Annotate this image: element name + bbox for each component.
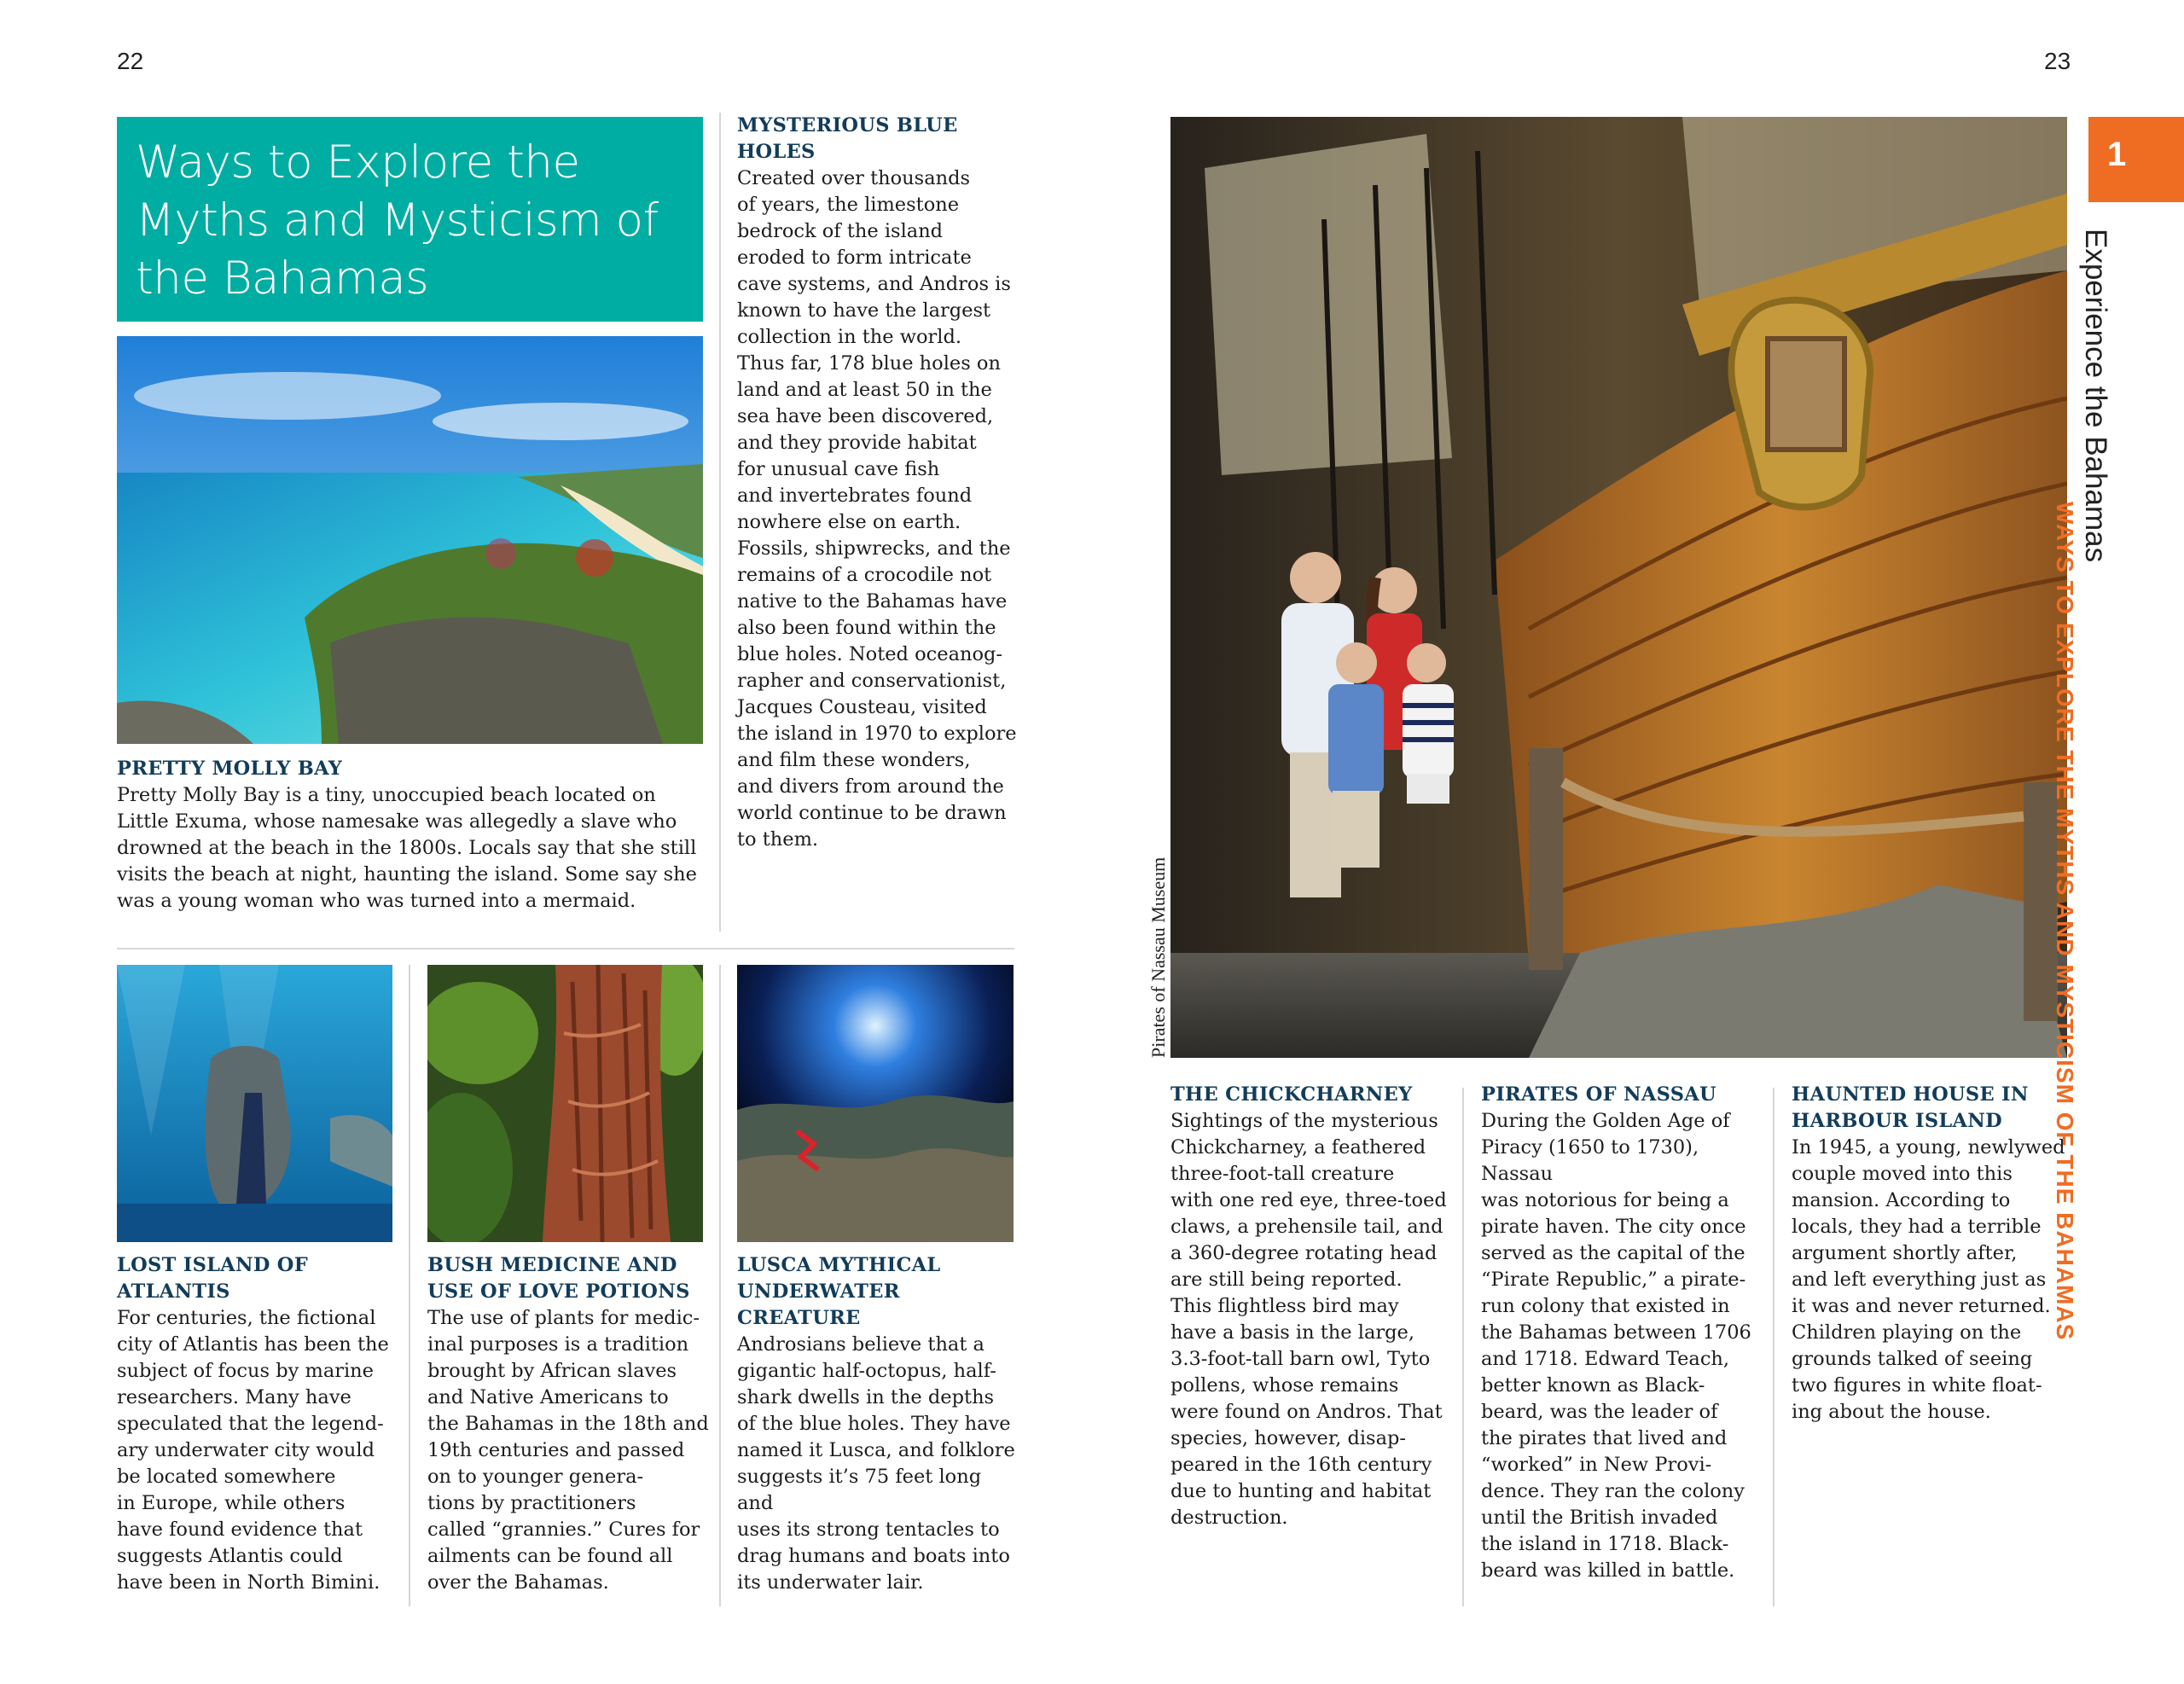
body-line: ary underwater city would <box>117 1439 375 1461</box>
body-line: suggests it’s 75 feet long and <box>737 1466 982 1514</box>
body-line: 19th centuries and passed <box>427 1439 685 1461</box>
atlantis-section <box>117 1252 398 1596</box>
body-line: pollens, whose remains <box>1170 1374 1399 1397</box>
body-line: named it Lusca, and folklore <box>737 1439 1015 1461</box>
heading-line: HARBOUR ISLAND <box>1792 1110 2002 1132</box>
lusca-section <box>737 1252 1019 1596</box>
heading-line: HOLES <box>737 141 816 163</box>
body-line: land and at least 50 in the <box>737 379 992 401</box>
body-line: cave systems, and Andros is <box>737 273 1011 295</box>
body-line: were found on Andros. That <box>1170 1401 1443 1423</box>
body-line: rapher and conservationist, <box>737 670 1007 692</box>
body-line: brought by African slaves <box>427 1360 677 1382</box>
heading-line: UNDERWATER <box>737 1280 900 1303</box>
column-divider <box>1773 1088 1774 1606</box>
body-line: researchers. Many have <box>117 1386 351 1408</box>
column-divider <box>1462 1088 1464 1606</box>
page-number-right: 23 <box>2044 48 2071 74</box>
body-line: visits the beach at night, haunting the island. Some say she <box>117 863 697 886</box>
body-line: destruction. <box>1170 1507 1288 1529</box>
body-line: eroded to form intricate <box>737 247 972 269</box>
body-line: it was and never returned. <box>1792 1295 2051 1317</box>
body-line: the pirates that lived and <box>1481 1427 1728 1449</box>
body-line: grounds talked of seeing <box>1792 1348 2033 1370</box>
column-divider <box>409 965 410 1606</box>
chapter-subsection-title: WAYS TO EXPLORE THE MYTHS AND MYSTICISM OF THE BAHAMAS <box>2052 502 2078 1341</box>
lusca-photo <box>737 965 1014 1242</box>
body-line: ing about the house. <box>1792 1401 1991 1423</box>
atlantis-heading <box>117 1252 398 1305</box>
body-line: drowned at the beach in the 1800s. Locals say that she still <box>117 837 697 859</box>
body-line: known to have the largest <box>737 299 991 322</box>
body-line: called “grannies.” Cures for <box>427 1519 700 1541</box>
body-line: two figures in white float- <box>1792 1374 2042 1397</box>
pretty-molly-body <box>117 782 703 915</box>
body-line: mansion. According to <box>1792 1189 2011 1211</box>
heading-line: MYSTERIOUS BLUE <box>737 114 958 136</box>
body-line: the Bahamas in the 18th and <box>427 1413 709 1435</box>
heading-line: BUSH MEDICINE AND <box>427 1254 677 1276</box>
body-line: Created over thousands <box>737 167 971 189</box>
chapter-tab <box>2088 117 2184 202</box>
pirates-section <box>1481 1082 1763 1584</box>
body-line: Little Exuma, whose namesake was allegedly a slave who <box>117 810 677 833</box>
row-divider <box>117 948 1014 949</box>
pirates-heading <box>1481 1082 1763 1108</box>
body-line: Fossils, shipwrecks, and the <box>737 537 1011 560</box>
body-line: “worked” in New Provi- <box>1481 1454 1712 1476</box>
body-line: This flightless bird may <box>1170 1295 1399 1317</box>
body-line: the island in 1970 to explore <box>737 723 1017 745</box>
pirate-museum-photo <box>1170 117 2067 1058</box>
column-divider <box>719 965 721 1606</box>
chapter-section-title: Experience the Bahamas <box>2079 229 2112 563</box>
body-line: dence. They ran the colony <box>1481 1480 1745 1502</box>
body-line: until the British invaded <box>1481 1507 1718 1529</box>
body-line: inal purposes is a tradition <box>427 1333 689 1356</box>
heading-line: PRETTY MOLLY BAY <box>117 758 343 780</box>
chickcharney-heading <box>1170 1082 1452 1108</box>
body-line: Jacques Cousteau, visited <box>737 696 987 718</box>
body-line: “Pirate Republic,” a pirate- <box>1481 1269 1746 1291</box>
heading-line: USE OF LOVE POTIONS <box>427 1280 690 1303</box>
body-line: 3.3-foot-tall barn owl, Tyto <box>1170 1348 1431 1370</box>
body-line: are still being reported. <box>1170 1269 1403 1291</box>
body-line: drag humans and boats into <box>737 1545 1010 1567</box>
body-line: was notorious for being a <box>1481 1189 1729 1211</box>
body-line: pirate haven. The city once <box>1481 1216 1746 1238</box>
body-line: in Europe, while others <box>117 1492 346 1514</box>
heading-line: PIRATES OF NASSAU <box>1481 1083 1716 1106</box>
body-line: world continue to be drawn <box>737 802 1007 824</box>
body-line: of the blue holes. They have <box>737 1413 1011 1435</box>
body-line: and Native Americans to <box>427 1386 669 1408</box>
body-line: tions by practitioners <box>427 1492 636 1514</box>
body-line: Thus far, 178 blue holes on <box>737 352 1001 375</box>
body-line: served as the capital of the <box>1481 1242 1745 1264</box>
body-line: and 1718. Edward Teach, <box>1481 1348 1730 1370</box>
body-line: to them. <box>737 828 819 851</box>
pretty-molly-heading <box>117 756 703 782</box>
body-line: and left everything just as <box>1792 1269 2047 1291</box>
body-line: uses its strong tentacles to <box>737 1519 1000 1541</box>
body-line: Children playing on the <box>1792 1321 2022 1344</box>
body-line: native to the Bahamas have <box>737 590 1008 613</box>
body-line: beard was killed in battle. <box>1481 1559 1735 1582</box>
body-line: shark dwells in the depths <box>737 1386 995 1408</box>
body-line: for unusual cave fish <box>737 458 940 480</box>
body-line: sea have been discovered, <box>737 405 994 427</box>
body-line: Chickcharney, a feathered <box>1170 1136 1426 1158</box>
body-line: the Bahamas between 1706 <box>1481 1321 1751 1344</box>
bush-medicine-heading <box>427 1252 709 1305</box>
haunted-section <box>1792 1082 2073 1426</box>
body-line: In 1945, a young, newlywed <box>1792 1136 2065 1158</box>
blue-holes-body <box>737 165 1019 853</box>
body-line: on to younger genera- <box>427 1466 644 1488</box>
pretty-molly-section <box>117 756 703 915</box>
heading-line: ATLANTIS <box>117 1280 230 1303</box>
body-line: Sightings of the mysterious <box>1170 1110 1438 1132</box>
body-line: species, however, disap- <box>1170 1427 1407 1449</box>
body-line: subject of focus by marine <box>117 1360 374 1382</box>
haunted-body <box>1792 1135 2073 1426</box>
body-line: the island in 1718. Black- <box>1481 1533 1729 1555</box>
body-line: peared in the 16th century <box>1170 1454 1432 1476</box>
body-line: due to hunting and habitat <box>1170 1480 1432 1502</box>
body-line: better known as Black- <box>1481 1374 1705 1397</box>
body-line: Piracy (1650 to 1730), Nassau <box>1481 1136 1699 1185</box>
pirates-body <box>1481 1108 1763 1584</box>
heading-line: LUSCA MYTHICAL <box>737 1254 941 1276</box>
body-line: three-foot-tall creature <box>1170 1163 1395 1185</box>
bush-medicine-photo <box>427 965 703 1242</box>
body-line: of years, the limestone <box>737 194 960 216</box>
body-line: bedrock of the island <box>737 220 944 242</box>
body-line: be located somewhere <box>117 1466 336 1488</box>
lusca-body <box>737 1332 1019 1596</box>
body-line: suggests Atlantis could <box>117 1545 343 1567</box>
body-line: have been in North Bimini. <box>117 1571 380 1594</box>
body-line: couple moved into this <box>1792 1163 2013 1185</box>
body-line: its underwater lair. <box>737 1571 924 1594</box>
page-number-left: 22 <box>117 48 144 74</box>
body-line: and divers from around the <box>737 775 1004 798</box>
heading-line: CREATURE <box>737 1307 861 1329</box>
photo-credit: Pirates of Nassau Museum <box>1147 857 1169 1058</box>
atlantis-photo <box>117 965 392 1242</box>
blue-holes-section <box>737 113 1019 853</box>
body-line: and invertebrates found <box>737 485 973 507</box>
body-line: speculated that the legend- <box>117 1413 384 1435</box>
body-line: with one red eye, three-toed <box>1170 1189 1447 1211</box>
body-line: over the Bahamas. <box>427 1571 609 1594</box>
heading-line: HAUNTED HOUSE IN <box>1792 1083 2029 1106</box>
body-line: The use of plants for medic- <box>427 1307 700 1329</box>
body-line: For centuries, the fictional <box>117 1307 376 1329</box>
body-line: collection in the world. <box>737 326 962 348</box>
pretty-molly-bay-photo <box>117 336 703 744</box>
bush-medicine-section <box>427 1252 709 1596</box>
heading-line: THE CHICKCHARNEY <box>1170 1083 1413 1106</box>
haunted-heading <box>1792 1082 2073 1135</box>
body-line: blue holes. Noted oceanog- <box>737 643 1003 665</box>
blue-holes-heading <box>737 113 1019 165</box>
body-line: ailments can be found all <box>427 1545 673 1567</box>
chapter-number: 1 <box>2107 136 2127 173</box>
chickcharney-body <box>1170 1108 1452 1531</box>
body-line: have found evidence that <box>117 1519 363 1541</box>
title-box <box>117 117 703 322</box>
bush-medicine-body <box>427 1305 709 1596</box>
body-line: argument shortly after, <box>1792 1242 2018 1264</box>
body-line: have a basis in the large, <box>1170 1321 1414 1344</box>
body-line: city of Atlantis has been the <box>117 1333 389 1356</box>
body-line: also been found within the <box>737 617 996 639</box>
body-line: and film these wonders, <box>737 749 971 771</box>
column-divider <box>719 113 721 932</box>
body-line: and they provide habitat <box>737 432 977 454</box>
body-line: During the Golden Age of <box>1481 1110 1730 1132</box>
body-line: beard, was the leader of <box>1481 1401 1718 1423</box>
body-line: run colony that existed in <box>1481 1295 1730 1317</box>
body-line: remains of a crocodile not <box>737 564 992 586</box>
body-line: was a young woman who was turned into a mermaid. <box>117 890 636 912</box>
atlantis-body <box>117 1305 398 1596</box>
body-line: claws, a prehensile tail, and <box>1170 1216 1443 1238</box>
body-line: a 360-degree rotating head <box>1170 1242 1438 1264</box>
chickcharney-section <box>1170 1082 1452 1531</box>
body-line: nowhere else on earth. <box>737 511 961 533</box>
body-line: gigantic half-octopus, half- <box>737 1360 996 1382</box>
lusca-heading <box>737 1252 1019 1332</box>
body-line: Pretty Molly Bay is a tiny, unoccupied beach located on <box>117 784 656 806</box>
heading-line: LOST ISLAND OF <box>117 1254 308 1276</box>
body-line: Androsians believe that a <box>737 1333 985 1356</box>
body-line: locals, they had a terrible <box>1792 1216 2042 1238</box>
page-title: Ways to Explore the Myths and Mysticism of the Bahamas <box>136 136 659 305</box>
